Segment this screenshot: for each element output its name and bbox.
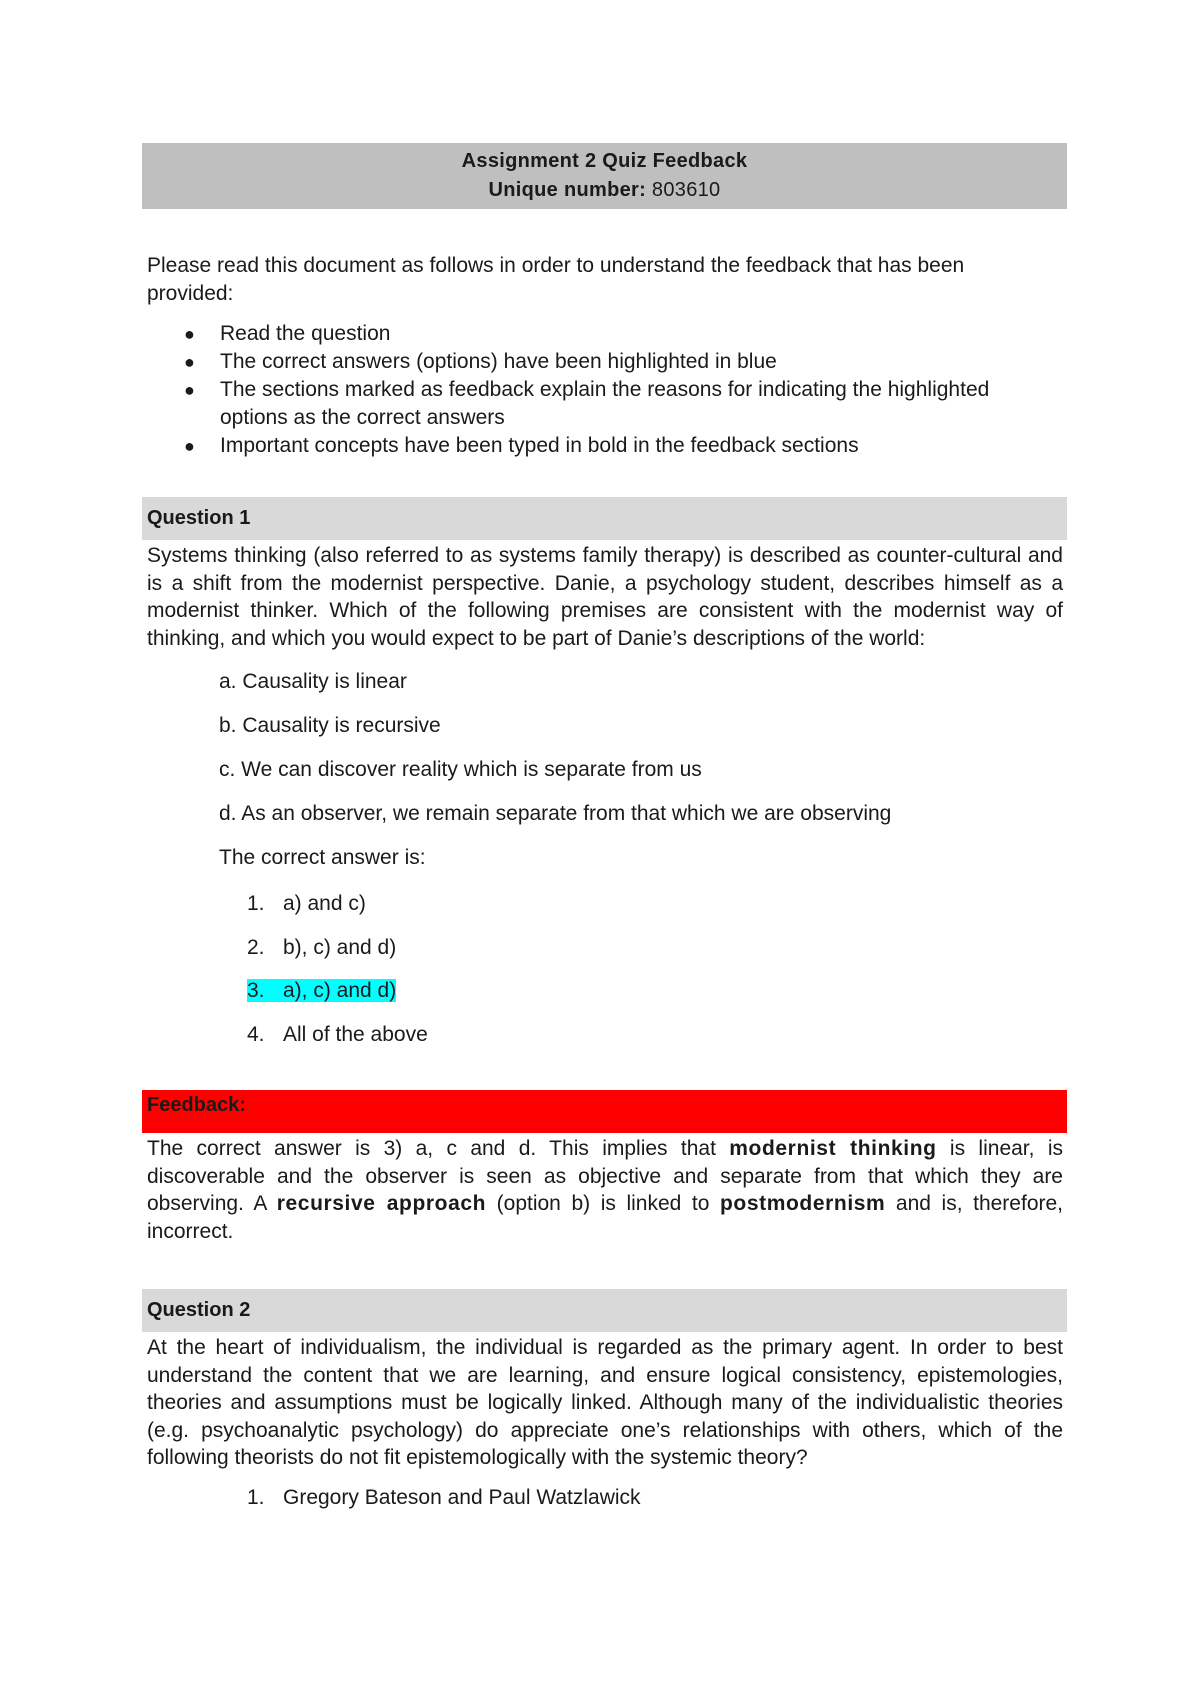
bullet-icon: ● xyxy=(184,436,195,456)
answer-item xyxy=(247,1021,1067,1065)
instruction-list xyxy=(142,320,1067,460)
list-item-text: Read the question xyxy=(220,322,391,345)
question-1-answers xyxy=(142,890,1067,1064)
feedback-text: and is, therefore, incorrect. xyxy=(147,1192,1064,1243)
unique-number-label: Unique number: xyxy=(488,179,647,201)
answer-text: b), c) and d) xyxy=(283,935,397,959)
answer-number: 3. xyxy=(247,979,265,1002)
answer-text: Gregory Bateson and Paul Watzlawick xyxy=(283,1485,641,1509)
feedback-bold-term: postmodernism xyxy=(720,1192,886,1215)
answer-text: a) and c) xyxy=(283,892,366,915)
intro-text: Please read this document as follows in order to understand the feedback that has been provided: xyxy=(147,254,965,305)
option-c: c. We can discover reality which is separate from us xyxy=(219,758,702,781)
feedback-1-body xyxy=(142,1135,1067,1245)
unique-number xyxy=(142,176,1067,205)
answer-text: All of the above xyxy=(283,1022,428,1046)
list-item xyxy=(142,348,1050,376)
question-1-body: Systems thinking (also referred to as systems family therapy) is described as counter-cultural and is a shift from the modernist perspective. Danie, a psychology student, describes himself as a modernist thinker. Which of the following premises are consistent with the modernist way of thinking, and which you would expect to be part of Danie’s descriptions of the world: xyxy=(147,544,1063,650)
feedback-text: The correct answer is 3) a, c and d. This implies that xyxy=(147,1137,730,1160)
list-item xyxy=(142,376,1050,432)
bullet-icon: ● xyxy=(184,352,195,372)
document-page xyxy=(142,143,1067,1512)
list-item-text: The sections marked as feedback explain the reasons for indicating the highlighted options as the correct answers xyxy=(220,378,990,429)
feedback-text: (option b) is linked to xyxy=(486,1192,720,1215)
bullet-icon: ● xyxy=(184,324,195,344)
list-item-text: The correct answers (options) have been highlighted in blue xyxy=(220,350,777,373)
feedback-text: is linear, is discoverable and the observer is seen as objective and separate from that which they are observing. A xyxy=(147,1137,1063,1215)
feedback-bold-term: modernist thinking xyxy=(729,1137,937,1160)
list-item xyxy=(142,320,1050,348)
option-a: a. Causality is linear xyxy=(219,670,407,693)
option-b: b. Causality is recursive xyxy=(219,714,441,737)
question-1-options xyxy=(142,668,1067,844)
feedback-bold-term: recursive approach xyxy=(276,1192,487,1215)
answer-text: a), c) and d) xyxy=(283,979,397,1002)
bullet-icon: ● xyxy=(184,380,195,400)
question-2-body: At the heart of individualism, the individual is regarded as the primary agent. In order to best understand the content that we are learning, and ensure logical consistency, epistemologies, theories and assumptions must be logically linked. Although many of the individualistic theories (e.g. psychoanalytic psychology) do appreciate one’s relationships with others, which of the following theorists do not fit epistemologically with the systemic theory? xyxy=(147,1336,1063,1469)
question-2-header: Question 2 xyxy=(142,1289,1067,1332)
list-item xyxy=(142,432,1050,460)
answer-number: 1. xyxy=(247,892,265,915)
answer-item xyxy=(247,1484,1067,1512)
question-1-header: Question 1 xyxy=(142,497,1067,540)
document-title: Assignment 2 Quiz Feedback xyxy=(461,150,748,172)
question-2-answers xyxy=(142,1484,1067,1512)
answer-number: 2. xyxy=(247,935,265,959)
unique-number-value: 803610 xyxy=(651,179,721,201)
answer-number: 4. xyxy=(247,1022,265,1046)
answer-item xyxy=(247,934,1067,978)
correct-answer-highlight xyxy=(247,979,396,1002)
answer-number: 1. xyxy=(247,1485,265,1509)
feedback-1-header: Feedback: xyxy=(142,1090,1067,1133)
correct-answer-item xyxy=(247,977,1067,1021)
title-box xyxy=(142,143,1067,209)
option-d: d. As an observer, we remain separate from that which we are observing xyxy=(219,802,892,825)
answer-lead: The correct answer is: xyxy=(219,846,426,869)
list-item-text: Important concepts have been typed in bold in the feedback sections xyxy=(220,434,859,457)
answer-item xyxy=(247,890,1067,934)
